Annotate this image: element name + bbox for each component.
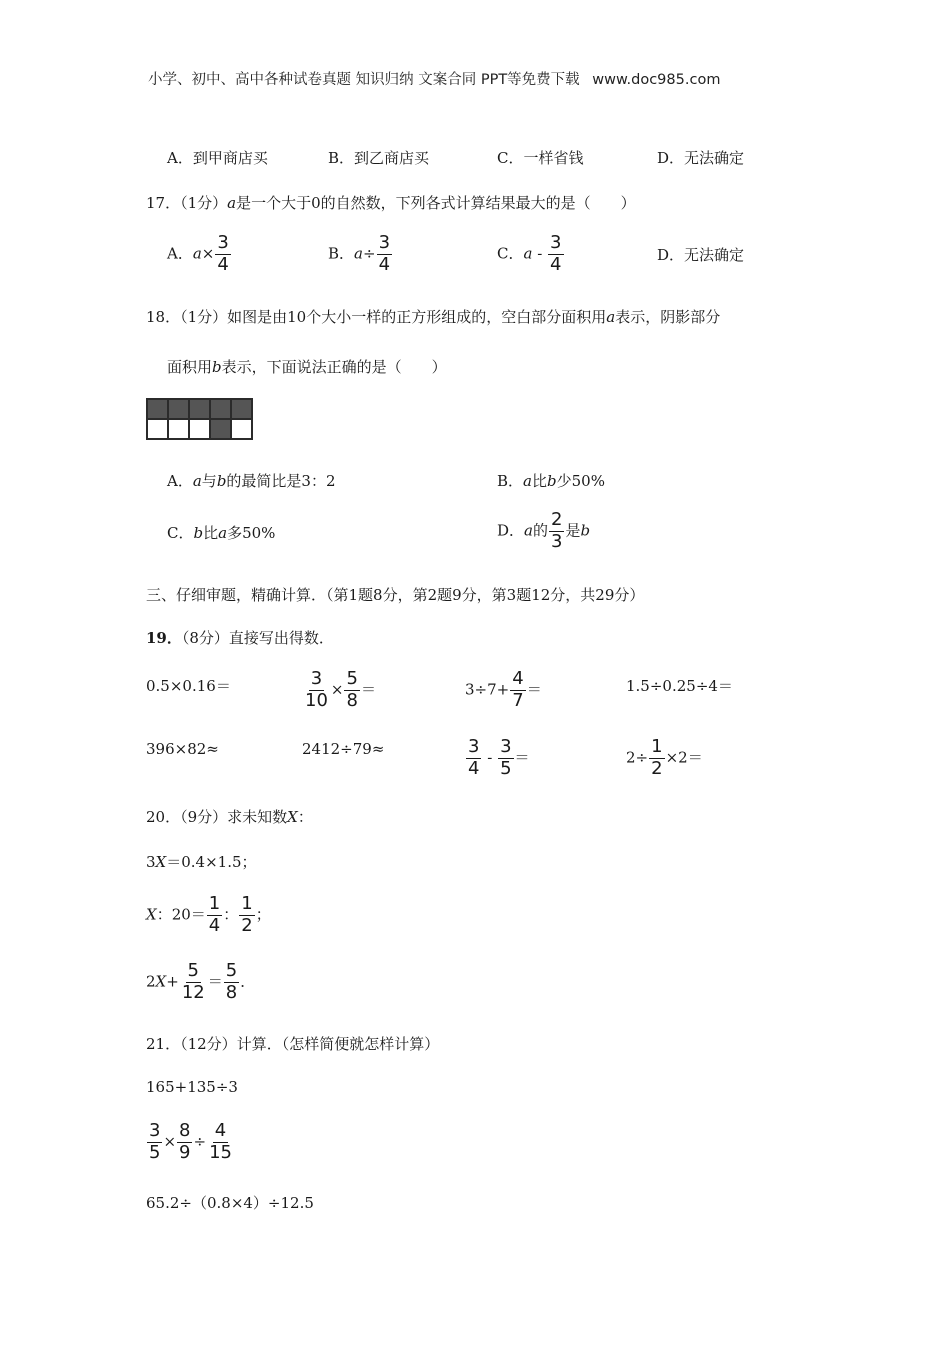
- grid-cell: [147, 399, 168, 419]
- q17-option-b-op: ÷: [362, 244, 376, 263]
- text: 少50%: [556, 472, 605, 490]
- fraction: [303, 670, 330, 711]
- q21-calc-3: 65.2÷（0.8×4）÷12.5: [146, 1194, 314, 1212]
- q18-square-grid-figure: [146, 398, 253, 440]
- text: 的最简比是3：2: [226, 472, 336, 490]
- q19-points: （8分）: [181, 629, 229, 647]
- fraction-denominator: 15: [209, 1141, 232, 1163]
- var: b: [547, 472, 557, 490]
- q21-stem: [146, 1033, 439, 1054]
- fraction: [224, 962, 239, 1003]
- q16-option-b: B．到乙商店买: [328, 149, 430, 167]
- q17-option-c-var: a: [523, 244, 533, 263]
- fraction: [207, 895, 222, 936]
- q19-stem: [146, 627, 334, 648]
- grid-cell: [210, 419, 231, 439]
- q17-option-b-label: B．: [328, 244, 355, 263]
- text: 3: [146, 853, 156, 871]
- var: a: [192, 472, 202, 490]
- q21-calc-2: [146, 1122, 235, 1163]
- fraction-denominator: 5: [149, 1141, 161, 1163]
- q20-number: 20．: [146, 808, 181, 826]
- q18-stem-line1: [146, 306, 720, 327]
- q17-stem: [146, 192, 636, 213]
- q18-text-1b: 表示，阴影部分: [615, 308, 721, 326]
- fraction-denominator: 4: [208, 914, 221, 936]
- equals: ＝: [360, 680, 376, 699]
- fraction-numerator: 5: [187, 960, 199, 981]
- q20-equation-3: [146, 962, 255, 1003]
- var: X: [155, 972, 167, 991]
- text: ．: [240, 972, 256, 991]
- text: 是: [565, 521, 581, 540]
- grid-cell: [231, 399, 252, 419]
- grid-cell: [210, 399, 231, 419]
- fraction: [180, 962, 207, 1003]
- q18-option-a: [167, 470, 336, 491]
- fraction: [344, 670, 359, 711]
- q17-option-d-label: D．: [657, 246, 685, 264]
- grid-row-bottom: [147, 419, 252, 439]
- q16-option-a: A．到甲商店买: [167, 149, 268, 167]
- q18-var-b: b: [212, 358, 222, 376]
- q16-option-d: D．无法确定: [657, 149, 745, 167]
- fraction-numerator: 3: [500, 736, 512, 757]
- text: 2÷: [626, 748, 649, 767]
- q17-text: 是一个大于0的自然数，下列各式计算结果最大的是（ ）: [236, 194, 636, 212]
- equals: ＝: [514, 748, 530, 767]
- q21-number: 21．: [146, 1035, 181, 1053]
- text: 的: [532, 521, 548, 540]
- q20-equation-2: [146, 895, 271, 936]
- q17-option-a-op: ×: [201, 244, 215, 263]
- equals: ＝: [526, 680, 542, 699]
- q17-option-a: [167, 234, 232, 275]
- fraction-denominator: 2: [651, 757, 663, 779]
- q17-option-b: [328, 234, 393, 275]
- text: +: [166, 972, 179, 991]
- text: 与: [201, 472, 217, 490]
- q19-expr-2: [302, 670, 376, 711]
- fraction-numerator: 3: [378, 232, 391, 253]
- fraction: [466, 738, 481, 779]
- q18-option-c: [167, 522, 275, 543]
- q17-option-c-label: C．: [497, 244, 524, 263]
- operator: ×: [163, 1132, 177, 1151]
- fraction-numerator: 3: [550, 232, 562, 253]
- var: b: [193, 524, 204, 542]
- fraction-denominator: 8: [225, 981, 238, 1003]
- var: b: [580, 521, 591, 540]
- var: a: [218, 524, 228, 542]
- text: ×2＝: [665, 748, 703, 767]
- q17-option-c-fraction: [548, 234, 563, 275]
- fraction-numerator: 2: [551, 509, 563, 530]
- fraction-numerator: 3: [468, 736, 480, 757]
- q17-option-d: [657, 244, 744, 265]
- text: ：: [223, 905, 239, 924]
- fraction-numerator: 5: [225, 960, 238, 981]
- text: ＝: [207, 972, 223, 991]
- fraction-denominator: 4: [550, 253, 562, 275]
- q18-option-d-label: D．: [497, 521, 525, 540]
- q17-number: 17．: [146, 194, 181, 212]
- fraction-denominator: 3: [551, 530, 563, 552]
- fraction-denominator: 2: [241, 914, 253, 936]
- fraction-denominator: 4: [468, 757, 480, 779]
- q17-option-c-op: -: [532, 244, 548, 263]
- text: 比: [531, 472, 547, 490]
- var: X: [287, 808, 298, 826]
- q19-expr-6: 2412÷79≈: [302, 740, 385, 758]
- q17-option-b-var: a: [354, 244, 363, 263]
- fraction-numerator: 3: [310, 668, 323, 689]
- q18-number: 18．: [146, 308, 181, 326]
- grid-cell: [231, 419, 252, 439]
- q18-text-1a: 如图是由10个大小一样的正方形组成的，空白部分面积用: [227, 308, 607, 326]
- fraction-denominator: 7: [512, 689, 524, 711]
- q20-stem: [146, 806, 313, 827]
- text: ；: [255, 905, 271, 924]
- q21-points: （12分）: [180, 1035, 237, 1053]
- var: X: [155, 853, 167, 871]
- section-3-title: 三、仔细审题，精确计算．（第1题8分，第2题9分，第3题12分，共29分）: [146, 586, 645, 604]
- q20-equation-1: [146, 851, 257, 872]
- q17-option-b-fraction: [377, 234, 392, 275]
- q18-option-a-label: A．: [167, 472, 193, 490]
- fraction-denominator: 4: [217, 253, 229, 275]
- fraction-numerator: 8: [179, 1120, 191, 1141]
- grid-cell: [189, 419, 210, 439]
- grid-row-top: [147, 399, 252, 419]
- fraction-numerator: 1: [651, 736, 663, 757]
- q19-text: 直接写出得数．: [228, 629, 334, 647]
- fraction-numerator: 1: [208, 893, 221, 914]
- q18-option-b-label: B．: [497, 472, 524, 490]
- fraction: [239, 895, 254, 936]
- fraction: [177, 1122, 192, 1163]
- text: ：20＝: [156, 905, 206, 924]
- text: ＝0.4×1.5；: [166, 853, 257, 871]
- var: a: [523, 472, 532, 490]
- q18-text-2a: 面积用: [167, 358, 213, 376]
- header-title: 小学、初中、高中各种试卷真题 知识归纳 文案合同 PPT等免费下载: [148, 72, 580, 88]
- q18-var-a: a: [606, 308, 616, 326]
- q19-expr-1: 0.5×0.16＝: [146, 677, 231, 695]
- q16-option-c: C．一样省钱: [497, 149, 584, 167]
- text: ：: [297, 808, 313, 826]
- header-url: www.doc985.com: [592, 72, 721, 88]
- q17-points: （1分）: [180, 194, 228, 212]
- q17-option-a-fraction: [215, 234, 230, 275]
- grid-cell: [189, 399, 210, 419]
- text: 3÷7+: [465, 680, 510, 699]
- q18-option-b: [497, 470, 605, 491]
- fraction: [498, 738, 513, 779]
- q18-option-d: [497, 511, 590, 552]
- q17-option-c: [497, 234, 565, 275]
- fraction-numerator: 4: [214, 1120, 227, 1141]
- fraction-denominator: 10: [305, 689, 328, 711]
- q21-text: 计算．（怎样简便就怎样计算）: [236, 1035, 440, 1053]
- operator: -: [482, 748, 498, 767]
- var: a: [524, 521, 533, 540]
- fraction-denominator: 4: [378, 253, 391, 275]
- q17-var: a: [227, 194, 237, 212]
- var: X: [146, 905, 157, 924]
- fraction-numerator: 3: [217, 232, 229, 253]
- q18-text-2b: 表示，下面说法正确的是（ ）: [221, 358, 447, 376]
- fraction-numerator: 1: [241, 893, 253, 914]
- q19-number: 19．: [146, 629, 182, 647]
- q18-points: （1分）: [180, 308, 228, 326]
- fraction: [147, 1122, 162, 1163]
- q17-option-d-text: 无法确定: [684, 246, 745, 264]
- fraction-denominator: 9: [179, 1141, 191, 1163]
- q21-calc-1: 165+135÷3: [146, 1078, 238, 1096]
- q20-text: 求未知数: [227, 808, 288, 826]
- q19-expr-8: [626, 738, 703, 779]
- q18-option-c-label: C．: [167, 524, 194, 542]
- operator: ×: [330, 680, 344, 699]
- var: b: [216, 472, 227, 490]
- q19-expr-7: [465, 738, 530, 779]
- text: 多50%: [227, 524, 276, 542]
- text: 2: [146, 972, 156, 991]
- q19-expr-5: 396×82≈: [146, 740, 219, 758]
- text: 比: [203, 524, 219, 542]
- grid-cell: [168, 399, 189, 419]
- q19-expr-4: 1.5÷0.25÷4＝: [626, 677, 733, 695]
- fraction-denominator: 8: [346, 689, 358, 711]
- fraction: [649, 738, 664, 779]
- q17-option-a-label: A．: [167, 244, 193, 263]
- fraction: [207, 1122, 234, 1163]
- q18-option-d-fraction: [549, 511, 564, 552]
- grid-cell: [147, 419, 168, 439]
- q20-points: （9分）: [180, 808, 228, 826]
- fraction-numerator: 5: [346, 668, 358, 689]
- fraction-numerator: 3: [149, 1120, 161, 1141]
- fraction: [510, 670, 525, 711]
- grid-cell: [168, 419, 189, 439]
- page-header: [148, 68, 720, 89]
- fraction-denominator: 5: [500, 757, 512, 779]
- q17-option-a-var: a: [192, 244, 202, 263]
- q18-stem-line2: [167, 356, 447, 377]
- fraction-numerator: 4: [512, 668, 524, 689]
- fraction-denominator: 12: [181, 981, 205, 1003]
- operator: ÷: [193, 1132, 207, 1151]
- q19-expr-3: [465, 670, 542, 711]
